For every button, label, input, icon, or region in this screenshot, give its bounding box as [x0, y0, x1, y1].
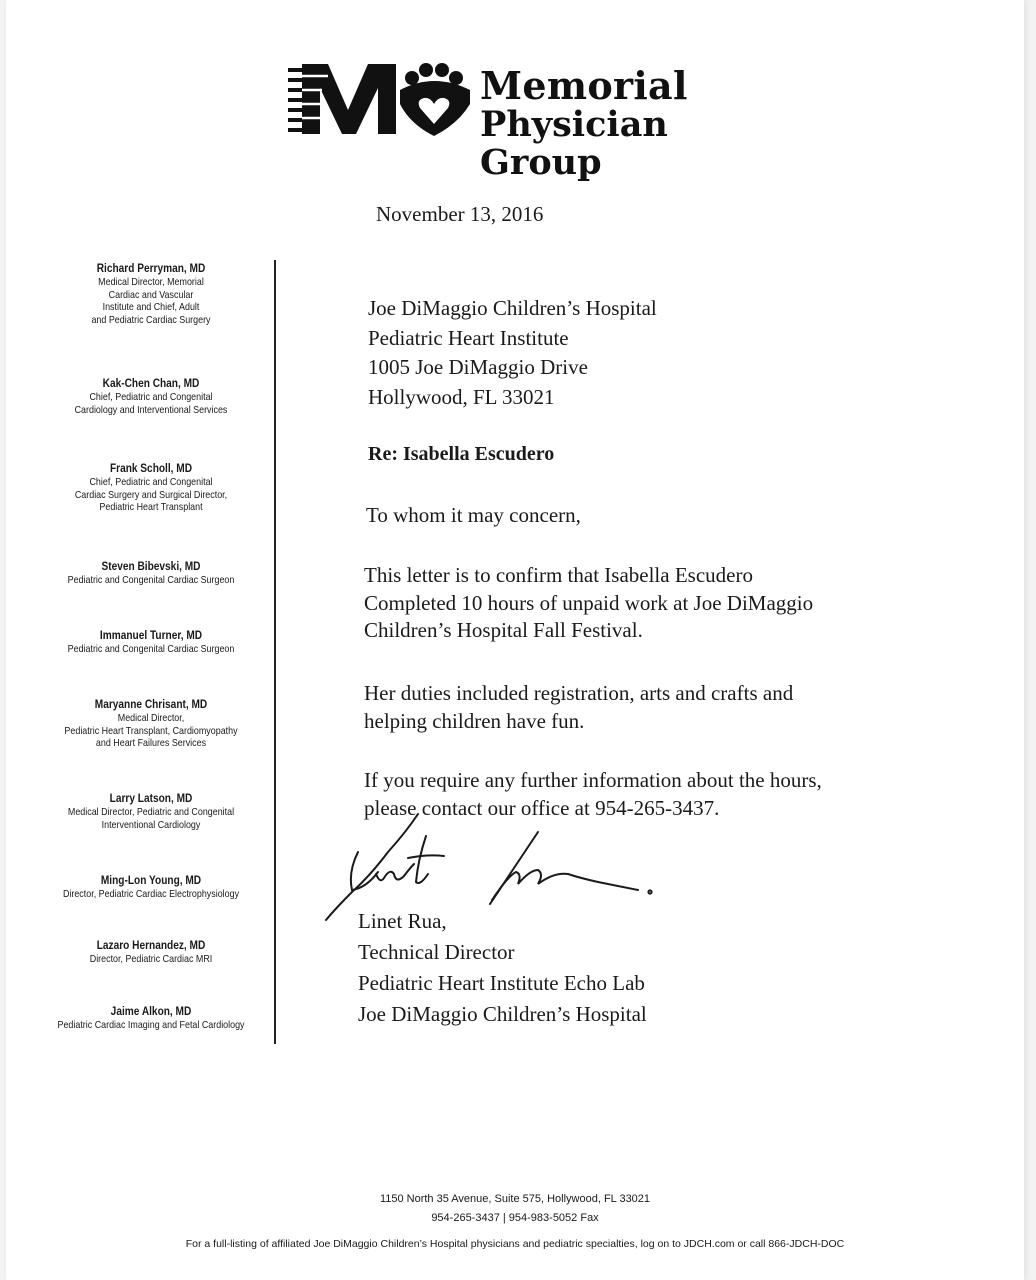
recipient-line: Hollywood, FL 33021	[368, 384, 555, 409]
physician-name: Ming-Lon Young, MD	[100, 875, 202, 887]
physician-role: and Heart Failures Services	[95, 737, 207, 749]
physician-entry	[36, 262, 266, 326]
physician-role: Cardiology and Interventional Services	[74, 403, 228, 416]
physician-entry	[36, 462, 266, 514]
physician-entry	[36, 698, 266, 750]
signer-title: Technical Director	[358, 940, 515, 964]
physician-role: Chief, Pediatric and Congenital	[89, 476, 213, 488]
letterhead-line2: Physician Group	[480, 104, 668, 183]
physician-name: Maryanne Chrisant, MD	[94, 699, 208, 711]
physician-entry	[36, 874, 266, 901]
physician-role: Pediatric and Congenital Cardiac Surgeon	[67, 574, 235, 586]
physician-role: Pediatric and Congenital Cardiac Surgeon	[67, 643, 235, 655]
paragraph-line: Her duties included registration, arts and crafts and	[364, 681, 794, 705]
physician-role: Institute and Chief, Adult	[102, 301, 200, 313]
physician-entry	[36, 629, 266, 656]
letter-page	[6, 0, 1024, 1280]
physician-entry	[36, 939, 266, 966]
physician-name: Larry Latson, MD	[109, 793, 193, 805]
paragraph-line: helping children have fun.	[364, 708, 585, 733]
signer-name: Linet Rua,	[358, 909, 447, 933]
letterhead-logo	[288, 60, 778, 183]
physician-name: Immanuel Turner, MD	[99, 630, 203, 642]
paragraph-line: If you require any further information about the hours,	[364, 768, 822, 792]
footer-phone: 954-265-3437 | 954-983-5052 Fax	[431, 1212, 599, 1224]
physician-role: Chief, Pediatric and Congenital	[89, 391, 213, 403]
subject-line: Re: Isabella Escudero	[368, 443, 555, 465]
footer-address: 1150 North 35 Avenue, Suite 575, Hollywood, FL 33021	[379, 1193, 651, 1205]
sidebar-divider	[274, 260, 276, 1044]
physician-name: Lazaro Hernandez, MD	[96, 940, 206, 952]
footer-listing: For a full-listing of affiliated Joe DiMaggio Children’s Hospital physicians and pediatric specialties, log on to JDCH.com or call 866-JDCH-DOC	[185, 1238, 845, 1250]
physician-name: Steven Bibevski, MD	[101, 561, 201, 573]
paragraph-line: Completed 10 hours of unpaid work at Joe DiMaggio	[364, 590, 814, 615]
physician-entry	[36, 560, 266, 587]
paragraph-line: Children’s Hospital Fall Festival.	[364, 618, 643, 642]
letterhead-line1: Memorial	[480, 63, 688, 108]
physician-role: Director, Pediatric Cardiac Electrophysiology	[62, 888, 240, 900]
physician-entry	[36, 1005, 266, 1032]
physician-role: Interventional Cardiology	[101, 818, 201, 831]
physician-role: Medical Director, Pediatric and Congenital	[67, 806, 235, 818]
paragraph-line: This letter is to confirm that Isabella Escudero	[364, 563, 753, 587]
physician-role: Director, Pediatric Cardiac MRI	[89, 953, 213, 965]
physician-name: Richard Perryman, MD	[96, 263, 206, 275]
letter-date: November 13, 2016	[376, 202, 544, 226]
paragraph-line: please contact our office at 954-265-3437.	[364, 795, 720, 820]
letterhead-name	[480, 63, 778, 183]
signer-organization: Joe DiMaggio Children’s Hospital	[358, 1002, 647, 1026]
physician-role: Medical Director,	[117, 712, 185, 724]
recipient-line: 1005 Joe DiMaggio Drive	[368, 355, 588, 379]
physician-name: Kak-Chen Chan, MD	[102, 378, 200, 390]
physician-entry	[36, 792, 266, 831]
recipient-line: Pediatric Heart Institute	[368, 325, 569, 350]
signature-block	[358, 906, 647, 1030]
memorial-mp-logo-icon	[288, 60, 478, 140]
physician-entry	[36, 377, 266, 416]
physician-name: Frank Scholl, MD	[109, 463, 193, 475]
body-paragraph	[364, 562, 884, 645]
physician-role: Medical Director, Memorial	[98, 276, 204, 288]
physician-role: Cardiac Surgery and Surgical Director,	[74, 488, 228, 501]
physician-role: Cardiac and Vascular	[108, 288, 194, 301]
physician-name: Jaime Alkon, MD	[110, 1006, 192, 1018]
salutation: To whom it may concern,	[366, 503, 581, 527]
recipient-line: Joe DiMaggio Children’s Hospital	[368, 296, 657, 320]
signer-department: Pediatric Heart Institute Echo Lab	[358, 971, 645, 995]
physician-role: Pediatric Cardiac Imaging and Fetal Cardiology	[57, 1019, 245, 1031]
physician-role: Pediatric Heart Transplant, Cardiomyopathy	[64, 724, 238, 737]
physician-role: Pediatric Heart Transplant	[99, 501, 203, 513]
body-paragraph	[364, 680, 884, 735]
physician-role: and Pediatric Cardiac Surgery	[91, 313, 211, 326]
recipient-address	[368, 294, 657, 412]
